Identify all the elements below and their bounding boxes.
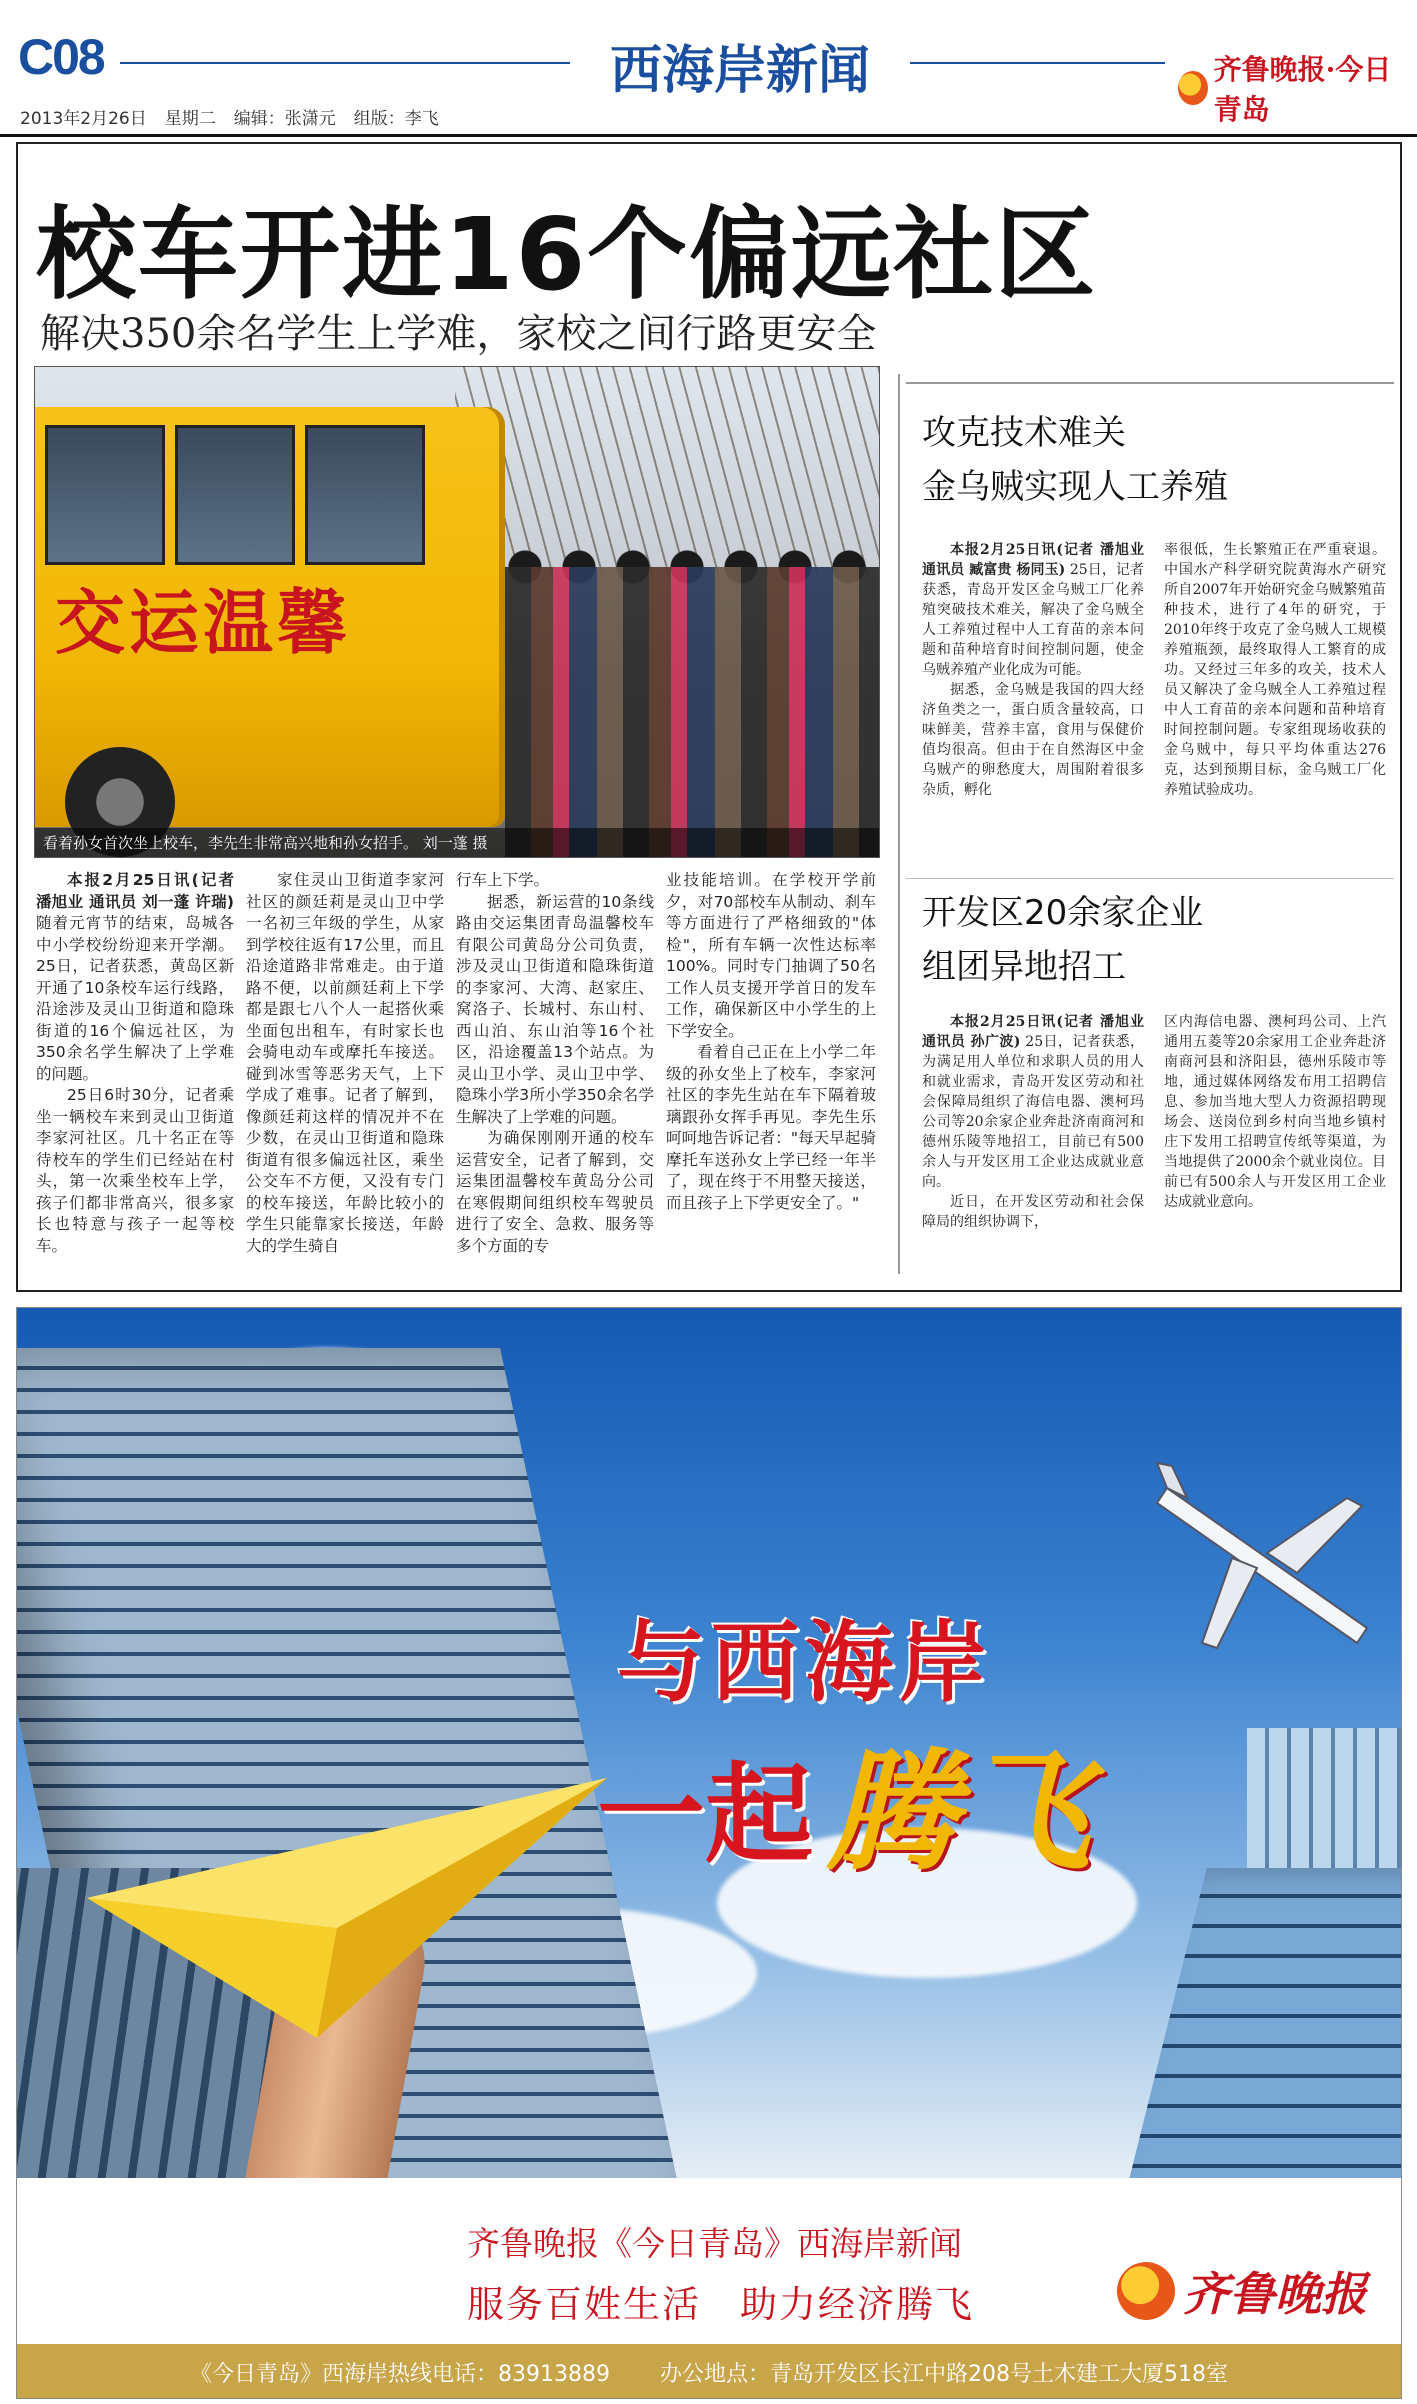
side-divider-top [906,382,1394,384]
main-paragraph: 为确保刚刚开通的校车运营安全，记者了解到，交运集团温馨校车黄岛分公司在寒假期间组织校车驾驶员进行了安全、急救、服务等多个方面的专 [456,1129,654,1255]
airplane-icon [1147,1458,1387,1658]
ad-logo [1117,2258,1367,2324]
ad-slogan-line1: 与西海岸 [617,1610,994,1714]
header-rule-right [910,62,1165,64]
issue-weekday: 星期二 [164,109,216,129]
photo-caption: 看着孙女首次坐上校车，李先生非常高兴地和孙女招手。 刘一蓬 摄 [35,828,879,857]
ad-logo-icon [1117,2262,1175,2320]
ad-address: 办公地点：青岛开发区长江中路208号土木建工大厦518室 [660,2361,1228,2387]
dateline [20,104,439,129]
school-bus-photo [34,366,880,858]
main-column-4 [666,870,876,1214]
side-story-1-head-line1: 攻克技术难关 [922,413,1126,453]
bus-window [45,425,165,565]
ad-logo-text: 齐鲁晚报 [1183,2267,1367,2321]
main-subhead: 解决350余名学生上学难，家校之间行路更安全 [40,311,877,357]
main-column-1 [36,870,234,1257]
side-story-1-head-line2: 金乌贼实现人工养殖 [922,467,1228,507]
header-rule-left [120,62,570,64]
main-paragraph: 业技能培训。在学校开学前夕，对70部校车从制动、刹车等方面进行了严格细致的"体检"，所有车辆一次性达标率100%。同时专门抽调了50名工作人员支援开学首日的发车工作，确保新区中小学生的上下学安全。 [666,871,876,1040]
photo-crowd [505,567,880,858]
paper-plane-icon [87,1778,607,2038]
side-paragraph: 率很低，生长繁殖正在严重衰退。中国水产科学研究院黄海水产研究所自2007年开始研究金乌贼繁殖苗种技术，进行了4年的研究，于2010年终于攻克了金乌贼人工规模养殖瓶颈，最终取得人工繁育的成功。又经过三年多的攻关，技术人员又解决了金乌贼全人工养殖过程中人工育苗的亲本问题和苗种培育时间控制问题。专家组现场收获的金乌贼中，每只平均体重达276克，达到预期目标，金乌贼工厂化养殖试验成功。 [1164,542,1386,798]
ad-contact-bar [17,2344,1401,2399]
main-byline: 本报2月25日讯(记者 潘旭业 通讯员 刘一蓬 许瑞) [36,871,234,911]
bus-livery-text: 交运温馨 [55,581,351,664]
issue-date: 2013年2月26日 [20,109,147,129]
ad-slogan-line2-a: 一起 [597,1752,814,1878]
side-story-1-column-1 [922,540,1144,800]
brand-logo-icon [1178,71,1208,105]
main-paragraph: 看着自己正在上小学二年级的孙女坐上了校车，李家河社区的李先生站在车下隔着玻璃跟孙女挥手再见。李先生乐呵呵地告诉记者："每天早起骑摩托车送孙女上学已经一年半了，现在终于不用整天接送，而且孩子上下学更安全了。" [666,1043,876,1212]
side-story-2-column-2 [1164,1012,1386,1212]
main-column-3 [456,870,654,1257]
side-divider-middle [906,878,1394,879]
layout-credit: 组版：李飞 [353,109,439,129]
side-story-1-headline [922,406,1228,514]
side-paragraph: 25日，记者获悉，为满足用人单位和求职人员的用人和就业需求，青岛开发区劳动和社会保障局组织了海信电器、澳柯玛公司等20余家企业奔赴济南商河和德州乐陵等地招工，目前已有500余人与开发区用工企业达成就业意向。 [922,1034,1144,1190]
main-paragraph: 据悉，新运营的10条线路由交运集团青岛温馨校车有限公司黄岛分公司负责，涉及灵山卫街道和隐珠街道的李家河、大湾、赵家庄、窝洛子、长城村、东山村、西山泊、东山泊等16个社区，沿途覆盖13个站点。为灵山卫小学、灵山卫中学、隐珠小学3所小学350余名学生解决了上学难的问题。 [456,892,654,1126]
main-column-2 [246,870,444,1257]
side-paragraph: 25日，记者获悉，青岛开发区金乌贼工厂化养殖突破技术难关，解决了金乌贼全人工养殖过程中人工育苗的亲本问题和苗种培育时间控制问题，使金乌贼养殖产业化成为可能。 [922,562,1144,678]
main-headline: 校车开进16个偏远社区 [36,196,1098,313]
main-paragraph: 行车上下学。 [456,871,550,889]
side-story-2-head-line2: 组团异地招工 [922,947,1126,987]
bus-window [175,425,295,565]
column-divider [898,374,900,1274]
side-story-1-column-2 [1164,540,1386,800]
main-paragraph: 随着元宵节的结束，岛城各中小学校纷纷迎来开学潮。25日，记者获悉，黄岛区新开通了10条校车运行线路，沿途涉及灵山卫街道和隐珠街道的16个偏远社区，为350余名学生解决了上学难的问题。 [36,914,234,1083]
brand-name: 齐鲁晚报·今日青岛 [1213,53,1392,126]
main-paragraph: 25日6时30分，记者乘坐一辆校车来到灵山卫街道李家河社区。几十名正在等待校车的学生们已经站在村头，第一次乘坐校车上学，孩子们都非常高兴，很多家长也特意与孩子一起等校车。 [36,1086,234,1255]
side-story-2-column-1 [922,1012,1144,1232]
editor-credit: 编辑：张潇元 [233,109,336,129]
side-story-2-byline: 本报2月25日讯(记者 潘旭业 通讯员 孙广波) [922,1014,1144,1050]
section-title: 西海岸新闻 [609,40,870,101]
newspaper-brand [1178,48,1417,128]
side-paragraph: 近日，在开发区劳动和社会保障局的组织协调下， [922,1194,1144,1230]
ad-tagline-1: 齐鲁晚报《今日青岛》西海岸新闻 [467,2224,962,2263]
side-paragraph: 区内海信电器、澳柯玛公司、上汽通用五菱等20余家用工企业奔赴济南商河县和济阳县，德州乐陵市等地，通过媒体网络发布用工招聘信息、参加当地大型人力资源招聘现场会、送岗位到乡村向当地乡镇村庄下发用工招聘宣传纸等渠道，为当地提供了2000余个就业岗位。目前已有500余人与开发区用工企业达成就业意向。 [1164,1014,1386,1210]
header-divider [0,134,1417,137]
ad-slogan-line2-b: 腾飞 [827,1735,1096,1888]
bus-window [305,425,425,565]
main-paragraph: 家住灵山卫街道李家河社区的颜廷莉是灵山卫中学一名初三年级的学生，从家到学校往返有17公里，而且沿途道路非常难走。由于道路不便，以前颜廷莉上下学都是跟七八个人一起搭伙乘坐面包出租车，有时家长也会骑电动车或摩托车接送。碰到冰雪等恶劣天气，上下学成了难事。记者了解到，像颜廷莉这样的情况并不在少数，在灵山卫街道和隐珠街道有很多偏远社区，乘坐公交车不方便，又没有专门的校车接送，年龄比较小的学生只能靠家长接送，年龄大的学生骑自 [246,871,444,1255]
side-story-2-headline [922,886,1203,994]
page-header [0,0,1417,140]
side-story-2-head-line1: 开发区20余家企业 [922,893,1204,933]
advertisement [16,1307,1402,2399]
side-paragraph: 据悉，金乌贼是我国的四大经济鱼类之一，蛋白质含量较高，口味鲜美，营养丰富，食用与保健价值均很高。但由于在自然海区中金乌贼产的卵愁度大，周围附着很多杂质，孵化 [922,682,1144,798]
ad-tagline-2: 服务百姓生活 助力经济腾飞 [467,2283,974,2326]
main-story-box [16,142,1402,1292]
page-number: C08 [18,29,104,85]
side-story-1-byline: 本报2月25日讯(记者 潘旭业 通讯员 臧富贵 杨同玉) [922,542,1144,578]
ad-hotline: 《今日青岛》西海岸热线电话：83913889 [190,2361,610,2387]
